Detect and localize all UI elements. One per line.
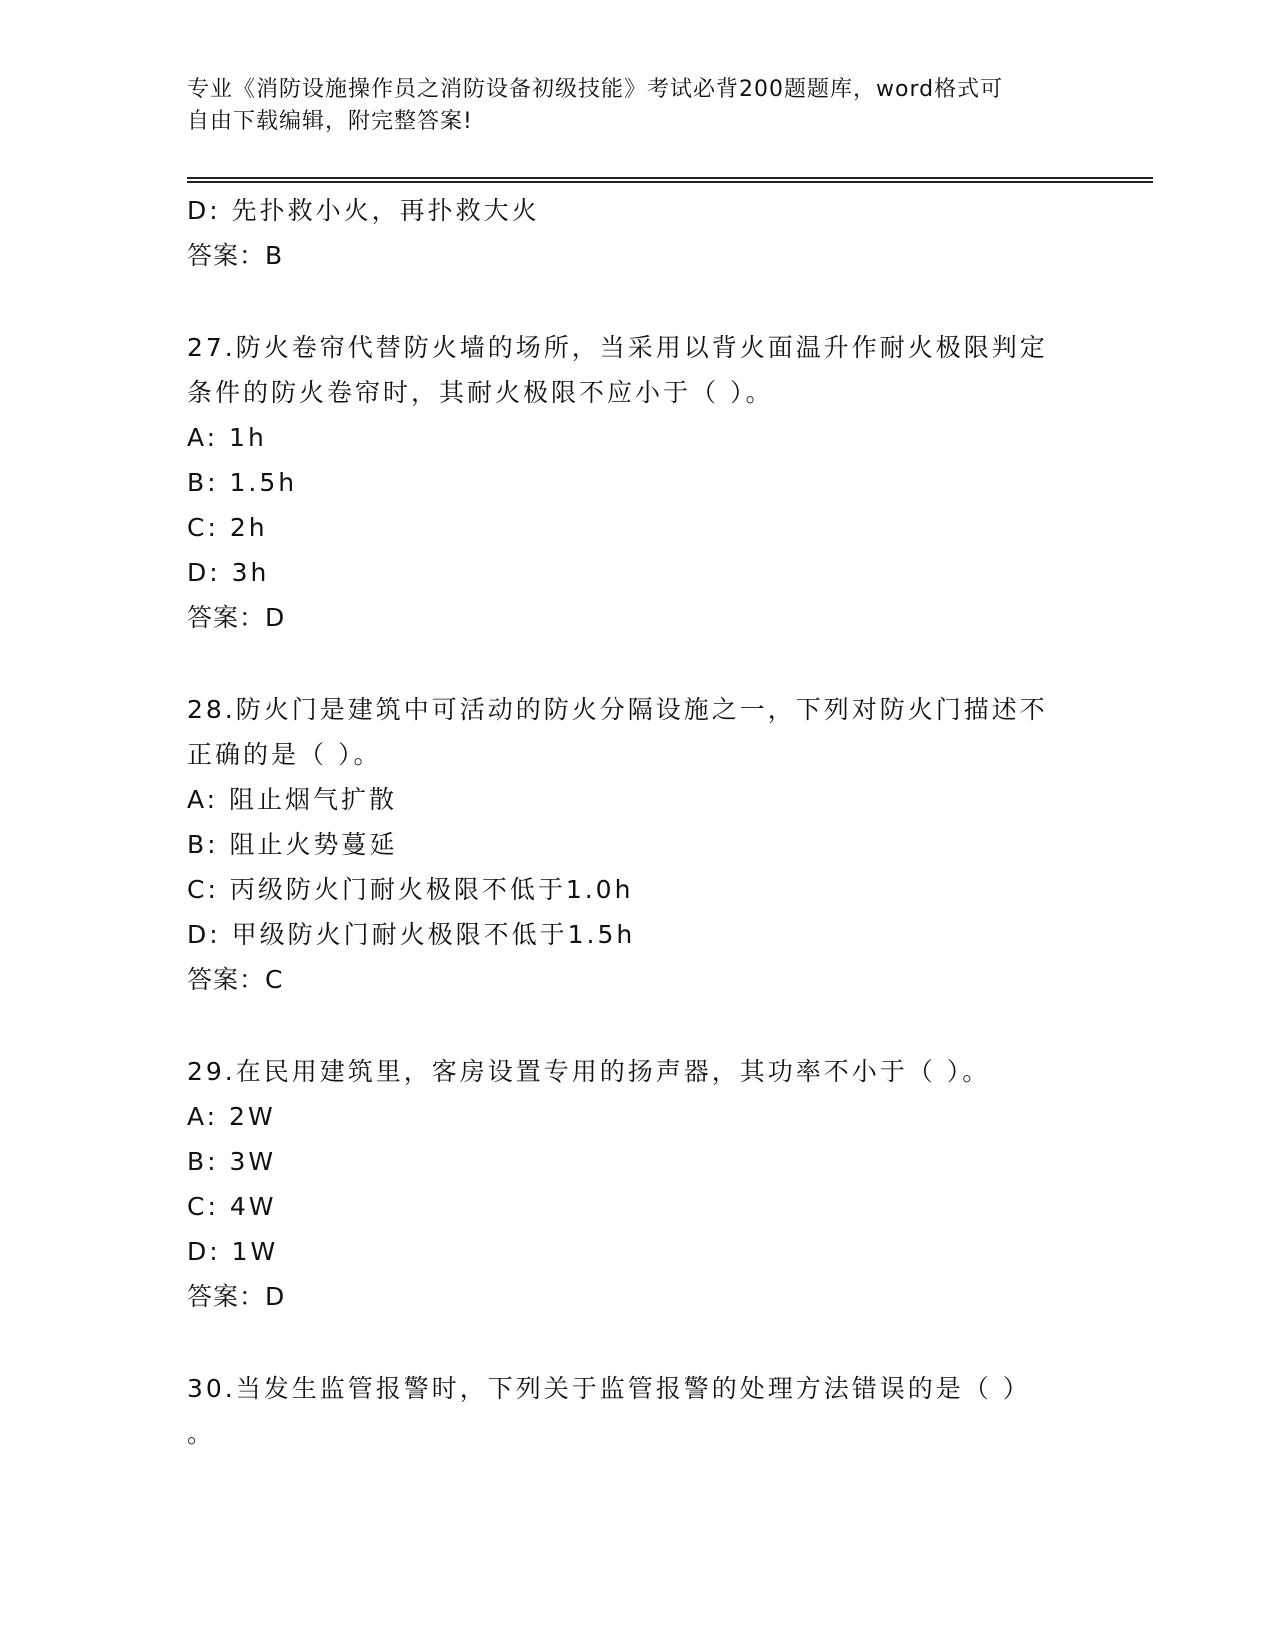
question-28-option-b: B: 阻止火势蔓延 bbox=[187, 830, 398, 859]
header-line-2: 自由下载编辑，附完整答案! bbox=[187, 109, 473, 134]
question-29-option-a: A: 2W bbox=[187, 1102, 276, 1131]
question-28-line-2: 正确的是（ ）。 bbox=[187, 740, 382, 769]
question-29-answer: 答案：D bbox=[187, 1282, 286, 1311]
question-27-line-2: 条件的防火卷帘时，其耐火极限不应小于（ ）。 bbox=[187, 378, 774, 407]
lead-option-d: D: 先扑救小火，再扑救大火 bbox=[187, 196, 540, 225]
question-30 bbox=[187, 1366, 1087, 1456]
question-28-option-d: D: 甲级防火门耐火极限不低于1.5h bbox=[187, 920, 636, 949]
page-header bbox=[187, 74, 1087, 138]
question-content bbox=[187, 188, 1087, 1456]
question-28 bbox=[187, 687, 1087, 1002]
header-divider bbox=[187, 177, 1153, 183]
question-27-answer: 答案：D bbox=[187, 603, 286, 632]
question-27 bbox=[187, 325, 1087, 640]
spacer bbox=[187, 278, 1087, 325]
question-27-option-a: A: 1h bbox=[187, 423, 267, 452]
spacer bbox=[187, 1002, 1087, 1049]
spacer bbox=[187, 1319, 1087, 1366]
question-29-option-d: D: 1W bbox=[187, 1237, 279, 1266]
question-29-option-c: C: 4W bbox=[187, 1192, 277, 1221]
header-line-1: 专业《消防设施操作员之消防设备初级技能》考试必背200题题库，word格式可 bbox=[187, 77, 1004, 102]
question-27-option-c: C: 2h bbox=[187, 513, 268, 542]
question-29-option-b: B: 3W bbox=[187, 1147, 277, 1176]
spacer bbox=[187, 640, 1087, 687]
question-27-option-d: D: 3h bbox=[187, 558, 270, 587]
question-28-line-1: 28.防火门是建筑中可活动的防火分隔设施之一，下列对防火门描述不 bbox=[187, 695, 1048, 724]
question-30-line-2: 。 bbox=[187, 1419, 216, 1448]
question-27-line-1: 27.防火卷帘代替防火墙的场所，当采用以背火面温升作耐火极限判定 bbox=[187, 333, 1048, 362]
question-29 bbox=[187, 1049, 1087, 1319]
question-27-option-b: B: 1.5h bbox=[187, 468, 298, 497]
question-28-answer: 答案：C bbox=[187, 965, 284, 994]
lead-answer: 答案：B bbox=[187, 241, 284, 270]
question-29-line-1: 29.在民用建筑里，客房设置专用的扬声器，其功率不小于（ ）。 bbox=[187, 1057, 991, 1086]
question-28-option-c: C: 丙级防火门耐火极限不低于1.0h bbox=[187, 875, 634, 904]
question-30-line-1: 30.当发生监管报警时，下列关于监管报警的处理方法错误的是（ ） bbox=[187, 1374, 1031, 1403]
question-28-option-a: A: 阻止烟气扩散 bbox=[187, 785, 398, 814]
